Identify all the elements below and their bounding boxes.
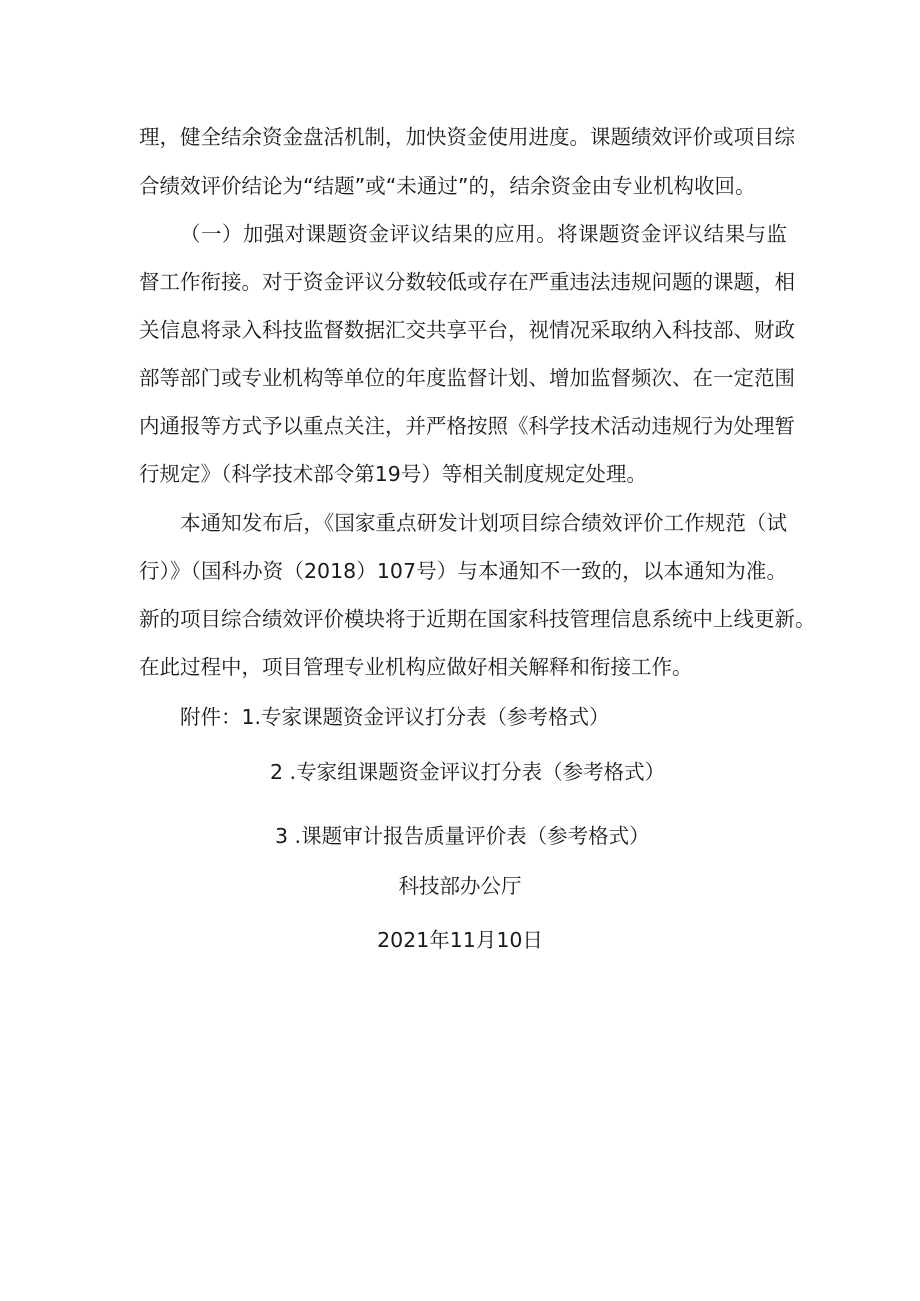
paragraph-line: 内通报等方式予以重点关注，并严格按照《科学技术活动违规行为处理暂 (139, 414, 795, 438)
paragraph-line: 新的项目综合绩效评价模块将于近期在国家科技管理信息系统中上线更新。 (139, 607, 816, 631)
paragraph-line: 行）》（国科办资（2018）107号）与本通知不一致的，以本通知为准。 (139, 559, 787, 583)
paragraph-line: 督工作衔接。对于资金评议分数较低或存在严重违法违规问题的课题，相 (139, 270, 795, 294)
paragraph-line: 部等部门或专业机构等单位的年度监督计划、增加监督频次、在一定范围 (139, 366, 795, 390)
issuing-office: 科技部办公厅 (398, 874, 522, 898)
paragraph-line: 行规定》（科学技术部令第19号）等相关制度规定处理。 (139, 462, 647, 486)
attachment-item: 3 .课题审计报告质量评价表（参考格式） (275, 824, 650, 848)
paragraph-line: 本通知发布后，《国家重点研发计划项目综合绩效评价工作规范（试 (180, 511, 787, 535)
issue-date: 2021年11月10日 (377, 928, 543, 952)
attachment-item: 附件：1.专家课题资金评议打分表（参考格式） (180, 705, 610, 729)
paragraph-line: 合绩效评价结论为“结题”或“未通过”的，结余资金由专业机构收回。 (139, 174, 756, 198)
paragraph-line: （一）加强对课题资金评议结果的应用。将课题资金评议结果与监 (180, 222, 787, 246)
attachment-item: 2 .专家组课题资金评议打分表（参考格式） (270, 760, 666, 784)
paragraph-line: 关信息将录入科技监督数据汇交共享平台，视情况采取纳入科技部、财政 (139, 318, 795, 342)
paragraph-line: 在此过程中，项目管理专业机构应做好相关解释和衔接工作。 (139, 655, 693, 679)
paragraph-line: 理，健全结余资金盘活机制，加快资金使用进度。课题绩效评价或项目综 (139, 125, 795, 149)
